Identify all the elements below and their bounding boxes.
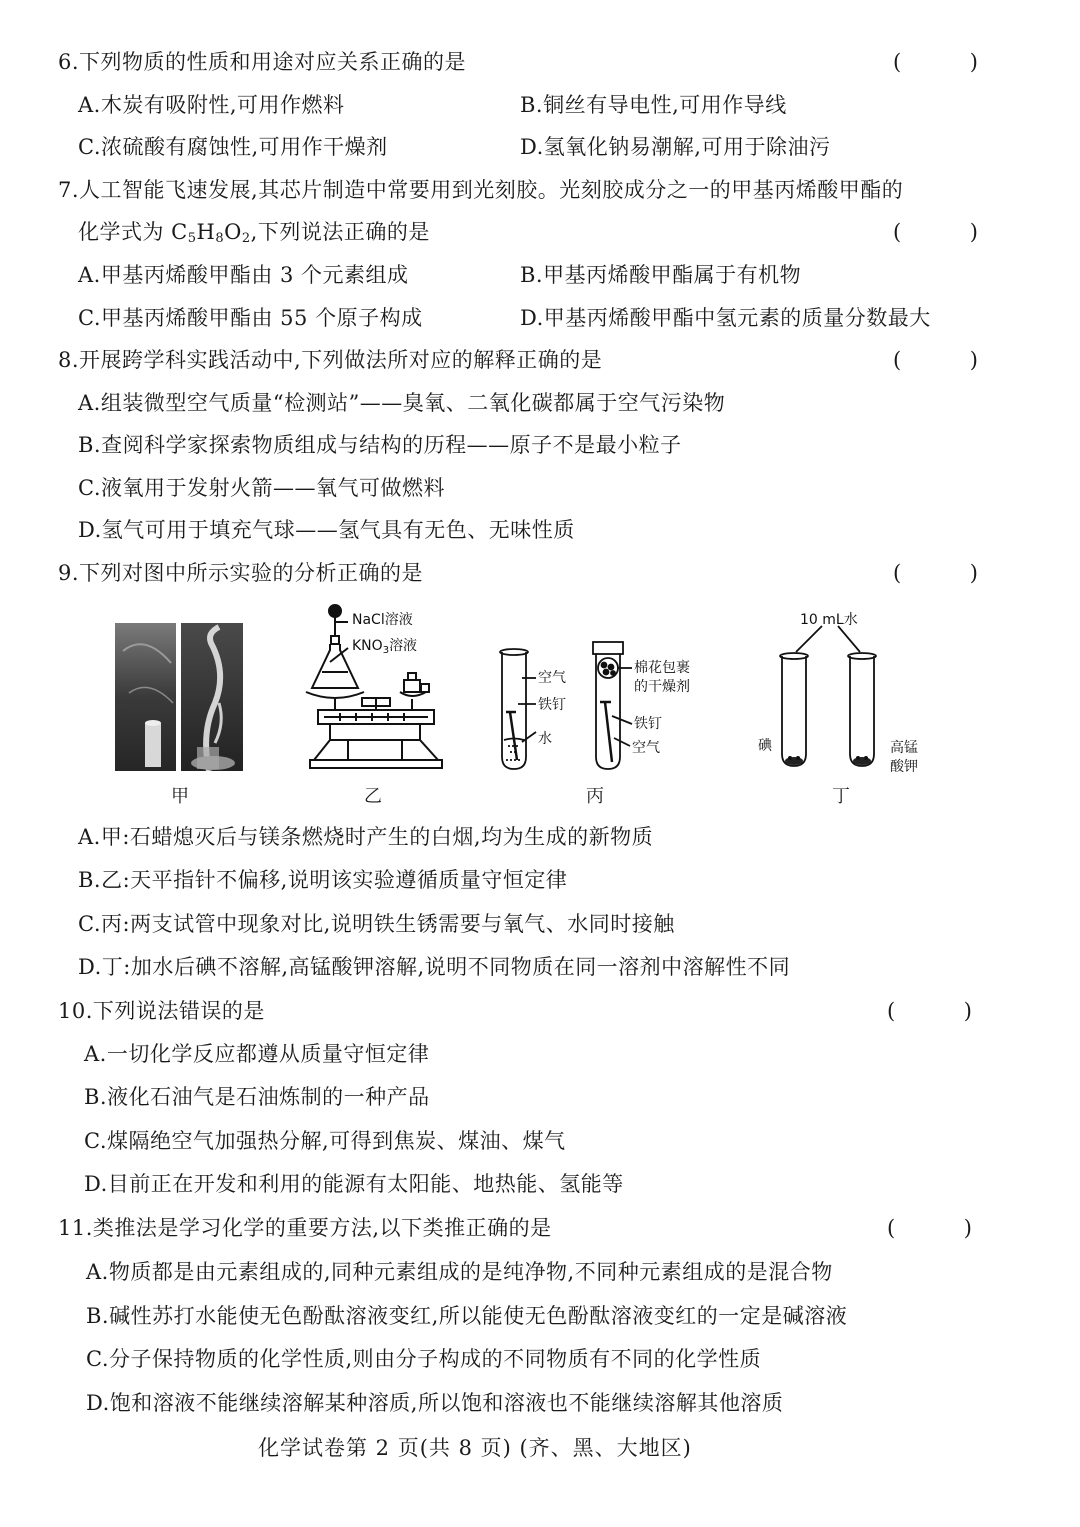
- q11-option-c: C.分子保持物质的化学性质,则由分子构成的不同物质有不同的化学性质: [86, 1347, 762, 1371]
- figure-label-bing: 丙: [586, 786, 604, 807]
- figure-label-ding: 丁: [832, 786, 850, 807]
- label-kmno4-2: 酸钾: [890, 759, 918, 775]
- q11-stem: 11.类推法是学习化学的重要方法,以下类推正确的是: [58, 1216, 552, 1240]
- q7-option-b: B.甲基丙烯酸甲酯属于有机物: [520, 263, 802, 287]
- q7-option-c: C.甲基丙烯酸甲酯由 55 个原子构成: [78, 306, 423, 330]
- figure-bing-test-tubes: [490, 612, 690, 777]
- figure-jia-photos: [115, 623, 243, 771]
- q8-option-a: A.组装微型空气质量“检测站”——臭氧、二氧化碳都属于空气污染物: [78, 391, 726, 415]
- q6-option-c: C.浓硫酸有腐蚀性,可用作干燥剂: [78, 135, 388, 159]
- q10-option-d: D.目前正在开发和利用的能源有太阳能、地热能、氢能等: [84, 1172, 624, 1196]
- q11-option-d: D.饱和溶液不能继续溶解某种溶质,所以饱和溶液也不能继续溶解其他溶质: [86, 1391, 784, 1415]
- q8-option-d: D.氢气可用于填充气球——氢气具有无色、无味性质: [78, 518, 575, 542]
- q7-option-a: A.甲基丙烯酸甲酯由 3 个元素组成: [78, 263, 409, 287]
- q9-stem: 9.下列对图中所示实验的分析正确的是: [58, 561, 424, 585]
- q9-option-d: D.丁:加水后碘不溶解,高锰酸钾溶解,说明不同物质在同一溶剂中溶解性不同: [78, 955, 791, 979]
- figure-yi-balance: [300, 600, 450, 775]
- label-nacl-solution: NaCl溶液: [352, 612, 413, 628]
- label-air-1: 空气: [538, 670, 566, 686]
- q10-option-c: C.煤隔绝空气加强热分解,可得到焦炭、煤油、煤气: [84, 1129, 566, 1153]
- label-iodine: 碘: [758, 738, 772, 754]
- q6-stem: 6.下列物质的性质和用途对应关系正确的是: [58, 50, 467, 74]
- q8-option-c: C.液氧用于发射火箭——氧气可做燃料: [78, 476, 445, 500]
- q7-stem-line2: 化学式为 $C_5H_8O_2$,下列说法正确的是: [78, 220, 430, 246]
- page-footer: 化学试卷第 2 页(共 8 页) (齐、黑、大地区): [258, 1436, 692, 1460]
- label-iron-nail-2: 铁钉: [634, 716, 662, 732]
- label-air-2: 空气: [632, 740, 660, 756]
- q7-stem-line1: 7.人工智能飞速发展,其芯片制造中常要用到光刻胶。光刻胶成分之一的甲基丙烯酸甲酯的: [58, 178, 904, 202]
- q6-option-a: A.木炭有吸附性,可用作燃料: [78, 93, 345, 117]
- figure-label-jia: 甲: [171, 786, 189, 807]
- q9-option-a: A.甲:石蜡熄灭后与镁条燃烧时产生的白烟,均为生成的新物质: [78, 825, 654, 849]
- q8-stem: 8.开展跨学科实践活动中,下列做法所对应的解释正确的是: [58, 348, 603, 372]
- label-10ml-water: 10 mL水: [800, 612, 858, 628]
- q11-option-a: A.物质都是由元素组成的,同种元素组成的是纯净物,不同种元素组成的是混合物: [86, 1260, 833, 1284]
- label-kmno4-1: 高锰: [890, 740, 918, 756]
- figure-ding-test-tubes: [752, 604, 932, 776]
- q6-option-b: B.铜丝有导电性,可用作导线: [520, 93, 787, 117]
- label-cotton-desiccant-2: 的干燥剂: [634, 679, 690, 695]
- q8-option-b: B.查阅科学家探索物质组成与结构的历程——原子不是最小粒子: [78, 433, 682, 457]
- q9-option-c: C.丙:两支试管中现象对比,说明铁生锈需要与氧气、水同时接触: [78, 912, 675, 936]
- q11-option-b: B.碱性苏打水能使无色酚酞溶液变红,所以能使无色酚酞溶液变红的一定是碱溶液: [86, 1304, 848, 1328]
- q9-option-b: B.乙:天平指针不偏移,说明该实验遵循质量守恒定律: [78, 868, 568, 892]
- q10-option-a: A.一切化学反应都遵从质量守恒定律: [84, 1042, 430, 1066]
- q10-stem: 10.下列说法错误的是: [58, 999, 265, 1023]
- label-iron-nail-1: 铁钉: [538, 697, 566, 713]
- figure-label-yi: 乙: [364, 786, 382, 807]
- label-cotton-desiccant-1: 棉花包裹: [634, 660, 690, 676]
- q10-option-b: B.液化石油气是石油炼制的一种产品: [84, 1085, 430, 1109]
- q6-option-d: D.氢氧化钠易潮解,可用于除油污: [520, 135, 831, 159]
- label-water: 水: [538, 731, 552, 747]
- label-kno3-solution: $KNO_3$溶液: [352, 638, 418, 656]
- q7-option-d: D.甲基丙烯酸甲酯中氢元素的质量分数最大: [520, 306, 931, 330]
